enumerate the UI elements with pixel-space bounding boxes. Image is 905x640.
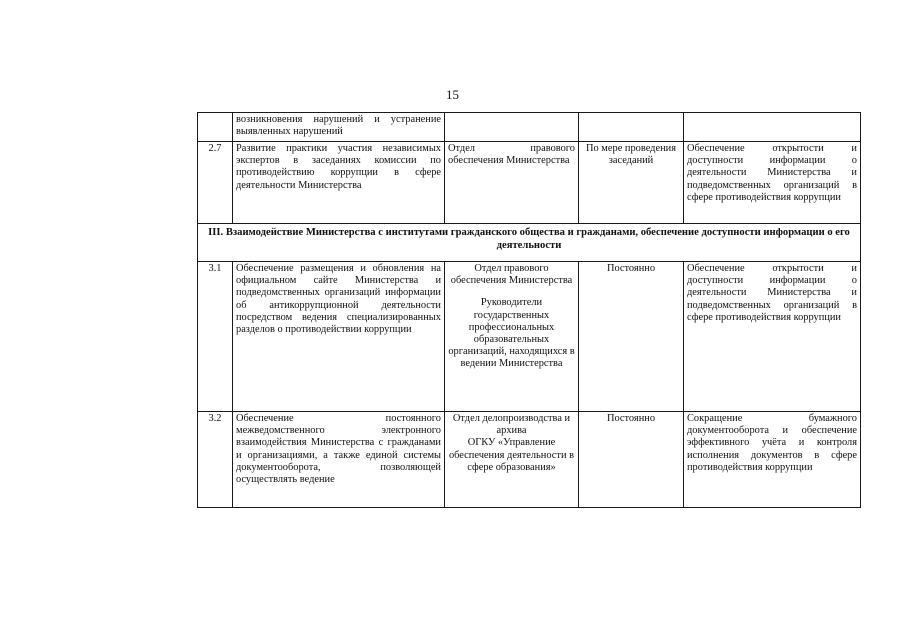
responsible-cell <box>445 142 579 224</box>
responsible-cell <box>445 113 579 142</box>
table-row <box>198 113 861 142</box>
event-cell: Обеспечение постоянного межведомственного электронного взаимодействия Министерства с гражданами и организациями, а также единой системы документооборота, позволяющей осуществлять ведение <box>233 412 445 508</box>
responsible-unit: ОГКУ «Управление обеспечения деятельности в сфере образования» <box>448 437 575 473</box>
page-number: 15 <box>446 87 459 102</box>
table-row <box>198 412 861 508</box>
table-row <box>198 142 861 224</box>
responsible-unit: Отдел правового обеспечения Министерства <box>448 143 575 167</box>
deadline-cell: Постоянно <box>579 262 684 412</box>
responsible-unit: Отдел правового обеспечения Министерства <box>450 263 573 287</box>
section-row <box>198 224 861 262</box>
deadline-cell: По мере проведения заседаний <box>579 142 684 224</box>
anticorruption-plan-table <box>197 112 861 508</box>
responsible-cell <box>445 262 579 412</box>
table-row <box>198 262 861 412</box>
deadline-cell <box>579 113 684 142</box>
result-cell: Сокращение бумажного документооборота и обеспечение эффективного учёта и контроля исполнения документов в сфере противодействия коррупции <box>684 412 861 508</box>
event-cell: возникновения нарушений и устранение выявленных нарушений <box>233 113 445 142</box>
result-cell <box>684 113 861 142</box>
result-cell: Обеспечение открытости и доступности информации о деятельности Министерства и подведомственных организаций в сфере противодействия коррупции <box>684 262 861 412</box>
item-number <box>198 113 233 142</box>
result-cell: Обеспечение открытости и доступности информации о деятельности Министерства и подведомственных организаций в сфере противодействия коррупции <box>684 142 861 224</box>
event-cell: Развитие практики участия независимых экспертов в заседаниях комиссии по противодействию коррупции в сфере деятельности Министерства <box>233 142 445 224</box>
responsible-cell <box>445 412 579 508</box>
spacer <box>448 287 575 297</box>
item-number: 2.7 <box>198 142 233 224</box>
responsible-unit: Отдел делопроизводства и архива <box>452 413 571 437</box>
item-number: 3.1 <box>198 262 233 412</box>
event-cell: Обеспечение размещения и обновления на официальном сайте Министерства и подведомственных организаций информации об антикоррупционной деятельности посредством ведения специализированных разделов о противодействии коррупции <box>233 262 445 412</box>
section-heading: III. Взаимодействие Министерства с институтами гражданского общества и гражданами, обеспечение доступности информации о его деятельности <box>198 224 861 262</box>
deadline-cell: Постоянно <box>579 412 684 508</box>
responsible-unit: Руководители государственных профессиональных образовательных организаций, находящихся в ведении Министерства <box>448 297 575 370</box>
item-number: 3.2 <box>198 412 233 508</box>
